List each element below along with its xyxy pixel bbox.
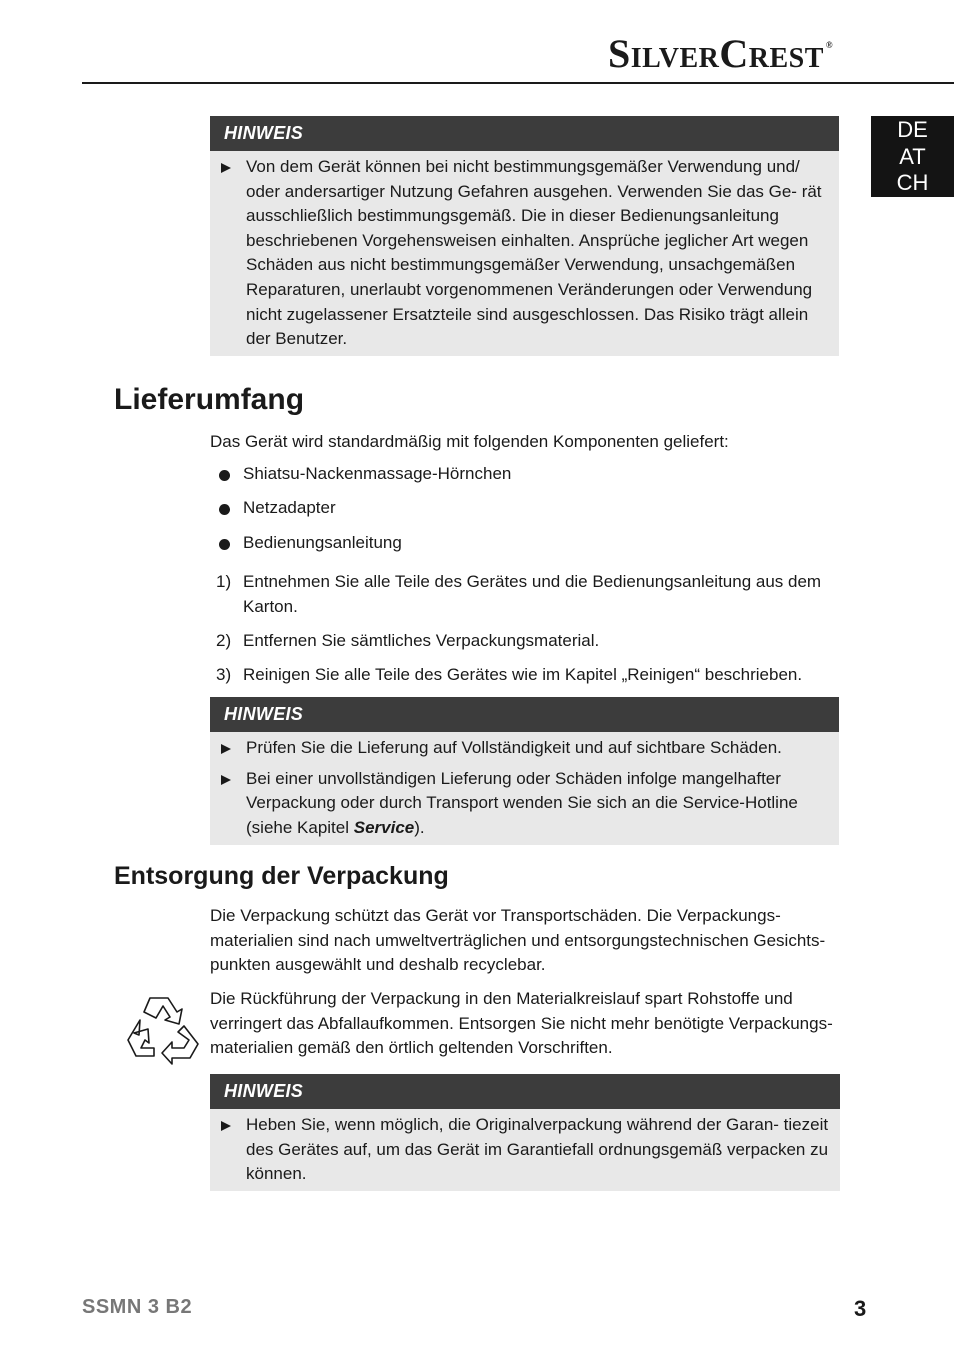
note-box-warning bbox=[210, 116, 839, 356]
heading-lieferumfang: Lieferumfang bbox=[114, 383, 305, 416]
note-item: Bei einer unvollständigen Lieferung oder Schäden infolge mangelhafter Verpackung oder durch Transport wenden Sie sich an die Service-Hotline (siehe Kapitel Service). bbox=[210, 767, 829, 841]
arrow-bullet-icon bbox=[221, 744, 231, 754]
bullet-icon bbox=[219, 539, 230, 550]
note-item: Prüfen Sie die Lieferung auf Vollständigkeit und auf sichtbare Schäden. bbox=[210, 736, 829, 761]
disposal-paragraph-1: Die Verpackung schützt das Gerät vor Transportschäden. Die Verpackungs- materialien sind nach umweltverträglichen und entsorgungstechnischen Gesichts- punkten ausgewählt und deshalb recyclebar. bbox=[210, 906, 826, 975]
step-item: 1) Entnehmen Sie alle Teile des Gerätes und die Bedienungsanleitung aus dem Karton. bbox=[216, 572, 822, 616]
service-reference: Service bbox=[353, 817, 415, 837]
recycling-icon bbox=[122, 990, 204, 1066]
heading-entsorgung: Entsorgung der Verpackung bbox=[114, 862, 449, 890]
bullet-icon bbox=[219, 470, 230, 481]
intro-text: Das Gerät wird standardmäßig mit folgenden Komponenten geliefert: bbox=[210, 432, 729, 451]
model-number: SSMN 3 B2 bbox=[82, 1296, 193, 1318]
language-tab bbox=[871, 116, 954, 197]
lang-ch: CH bbox=[896, 170, 929, 195]
lang-at: AT bbox=[899, 143, 926, 169]
note-title: HINWEIS bbox=[210, 1074, 840, 1109]
note-box-delivery bbox=[210, 697, 839, 845]
arrow-bullet-icon bbox=[221, 775, 231, 785]
step-item: 3) Reinigen Sie alle Teile des Gerätes wie im Kapitel „Reinigen“ beschrieben. bbox=[216, 665, 803, 684]
disposal-paragraph-2: Die Rückführung der Verpackung in den Materialkreislauf spart Rohstoffe und verringert das Abfallaufkommen. Entsorgen Sie nicht mehr benötigte Verpackungs- materialien gemäß den örtlich geltenden Vorschriften. bbox=[210, 989, 833, 1058]
arrow-bullet-icon bbox=[221, 163, 231, 173]
note-title: HINWEIS bbox=[210, 697, 839, 732]
lang-de: DE bbox=[897, 117, 928, 142]
header-rule bbox=[82, 82, 954, 84]
page-number: 3 bbox=[854, 1296, 867, 1321]
step-item: 2) Entfernen Sie sämtliches Verpackungsmaterial. bbox=[216, 631, 600, 650]
note-item: Heben Sie, wenn möglich, die Originalverpackung während der Garan- tiezeit des Gerätes auf, um das Gerät im Garantiefall ordnungsgemäß verpacken zu können. bbox=[210, 1113, 830, 1187]
bullet-icon bbox=[219, 504, 230, 515]
note-item: Von dem Gerät können bei nicht bestimmungsgemäßer Verwendung und/ oder andersartiger Nutzung Gefahren ausgehen. Verwenden Sie das Ge- rät ausschließlich bestimmungsgemäß. Die in dieser Bedienungsanleitung beschriebenen Vorgehensweisen einhalten. Ansprüche jeglicher Art wegen Schäden aus nicht bestimmungsgemäßer Verwendung, unsachgemäßen Reparaturen, unerlaubt vorgenommenen Veränderungen oder Verwendung nicht zugelassener Ersatzteile sind ausgeschlossen. Das Risiko trägt allein der Benutzer. bbox=[210, 155, 829, 352]
arrow-bullet-icon bbox=[221, 1121, 231, 1131]
note-title: HINWEIS bbox=[210, 116, 839, 151]
note-box-packaging bbox=[210, 1074, 840, 1191]
silvercrest-logo: SILVERCREST ® bbox=[608, 31, 834, 76]
